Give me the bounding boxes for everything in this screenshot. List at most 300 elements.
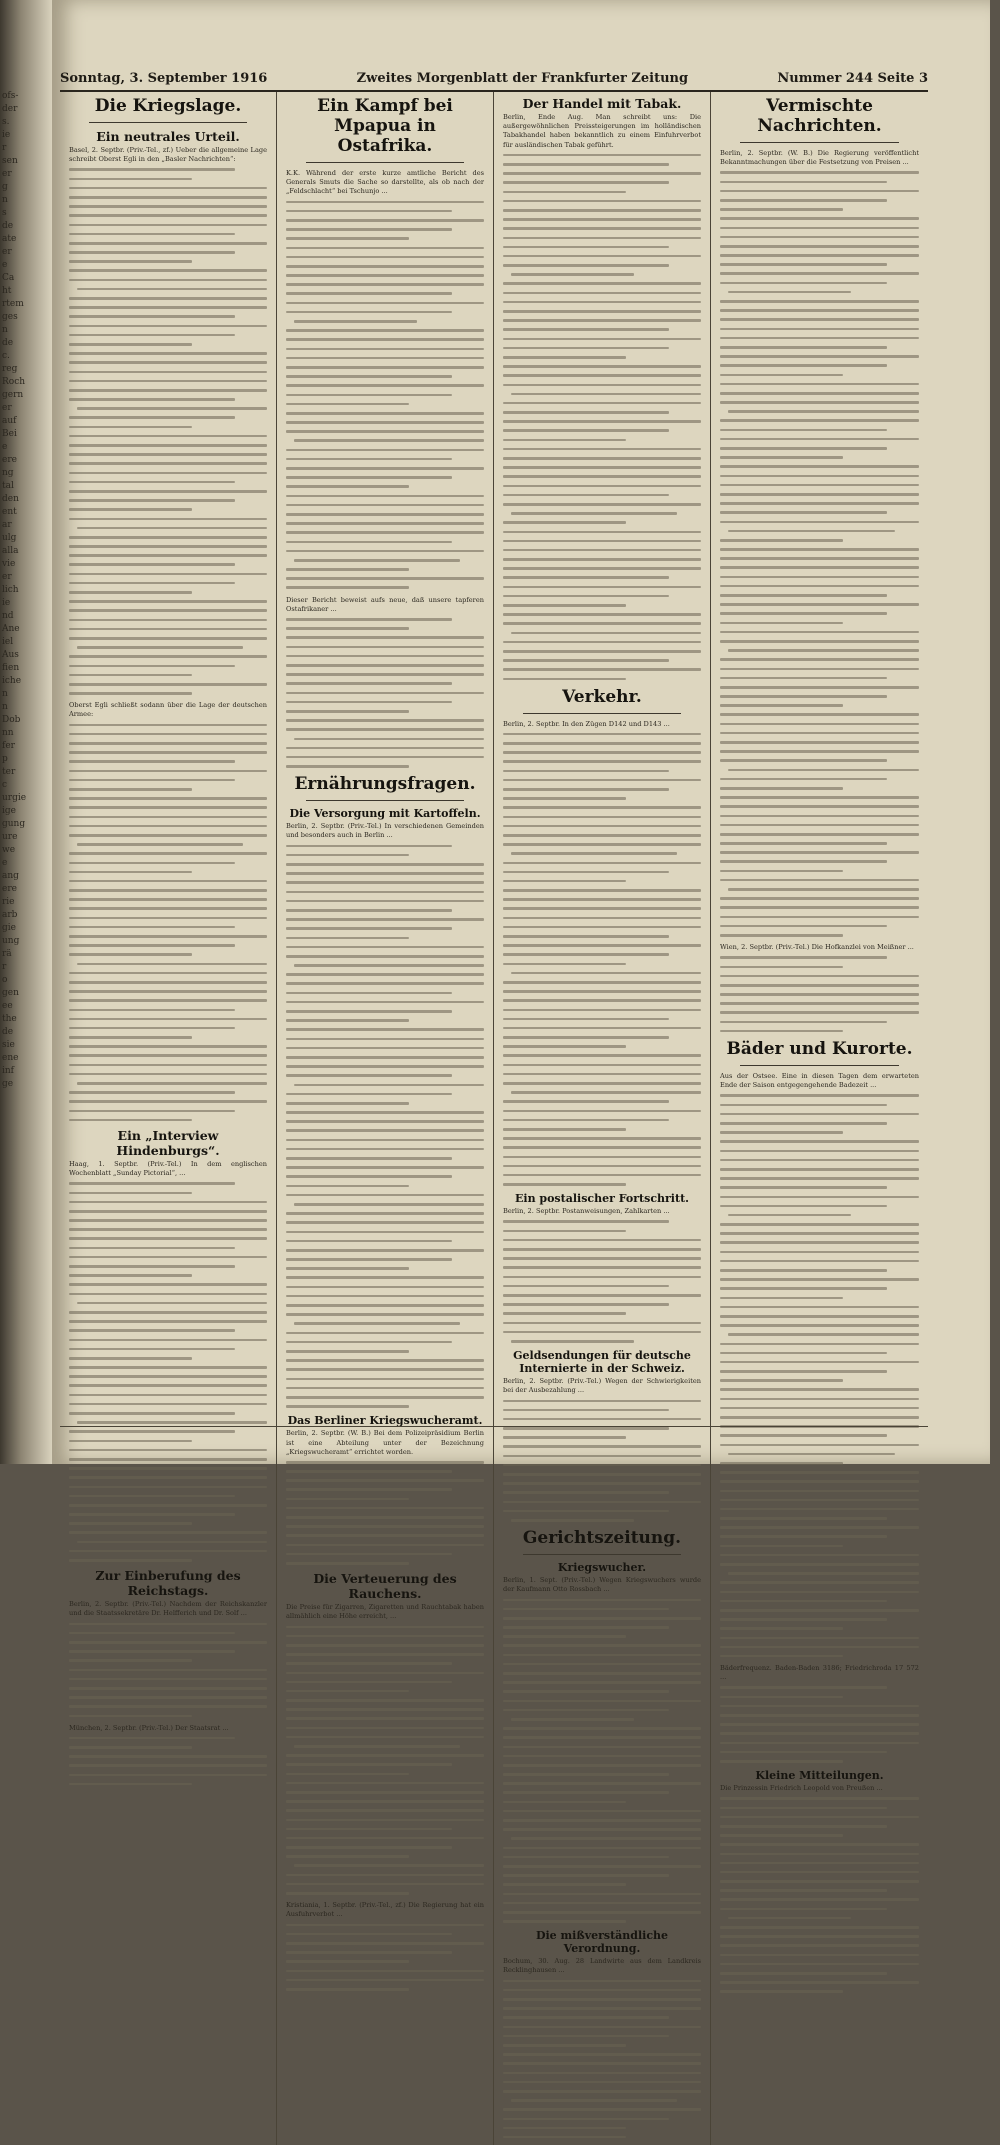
- text-line: [286, 1047, 484, 1050]
- text-line: [286, 701, 452, 704]
- text-line: [69, 1384, 267, 1387]
- text-line: [286, 1359, 484, 1362]
- text-line: [720, 1732, 919, 1735]
- text-line: [720, 346, 887, 349]
- headline: Gerichtszeitung.: [522, 1528, 682, 1549]
- text-line: [69, 178, 192, 181]
- text-line: [503, 1165, 701, 1168]
- text-line: [69, 499, 235, 502]
- text-line: [69, 1054, 267, 1057]
- headline: Bäder und Kurorte.: [726, 1039, 913, 1060]
- text-line: [503, 1911, 701, 1914]
- column-4: [711, 92, 928, 2145]
- text-line: [503, 420, 701, 423]
- text-line: [286, 586, 409, 589]
- text-line: [286, 1690, 409, 1693]
- text-line: [503, 1746, 701, 1749]
- text-line: [503, 540, 701, 543]
- text-line: [69, 609, 267, 612]
- column-2: [277, 92, 494, 2145]
- text-line: [69, 573, 267, 576]
- text-line: [720, 612, 887, 615]
- text-line: [286, 375, 452, 378]
- text-line: [69, 990, 267, 993]
- text-line: [503, 788, 669, 791]
- headline: Die Verteuerung des Rauchens.: [313, 1571, 457, 1602]
- text-line: [503, 1119, 669, 1122]
- article-body-text: [503, 1220, 701, 1342]
- text-line: [503, 825, 701, 828]
- text-line: [286, 1286, 484, 1289]
- text-line: [720, 1140, 919, 1143]
- text-line: [286, 550, 484, 553]
- text-line: [503, 549, 701, 552]
- text-line: [69, 591, 192, 594]
- article-lead: Berlin, 2. Septbr. Postanweisungen, Zahlkarten ...: [503, 1207, 670, 1216]
- text-line: [503, 200, 701, 203]
- masthead: [60, 60, 928, 92]
- text-line: [720, 1434, 887, 1437]
- text-line: [720, 1696, 843, 1699]
- text-line: [720, 1278, 919, 1281]
- text-line: [720, 984, 919, 987]
- text-line: [286, 845, 452, 848]
- text-line: [503, 1331, 701, 1334]
- text-line: [511, 632, 701, 635]
- text-line: [286, 1148, 484, 1151]
- text-line: [503, 1128, 626, 1131]
- text-line: [69, 398, 235, 401]
- text-line: [294, 1322, 460, 1325]
- text-line: [286, 1498, 409, 1501]
- article-body-text: [503, 1599, 701, 1923]
- text-line: [720, 686, 919, 689]
- text-line: [720, 364, 887, 367]
- text-line: [720, 1030, 843, 1033]
- text-line: [77, 1541, 267, 1544]
- text-line: [511, 1519, 634, 1522]
- text-line: [503, 935, 669, 938]
- text-line: [69, 260, 192, 263]
- text-line: [503, 1644, 701, 1647]
- text-line: [69, 1045, 267, 1048]
- article-columns: [60, 92, 928, 1975]
- text-line: [69, 205, 267, 208]
- text-line: [503, 356, 626, 359]
- text-line: [286, 1313, 484, 1316]
- text-line: [69, 760, 235, 763]
- text-line: [286, 719, 484, 722]
- text-line: [286, 577, 484, 580]
- text-line: [286, 1933, 452, 1936]
- text-line: [720, 1862, 919, 1865]
- text-line: [720, 815, 919, 818]
- text-line: [503, 2090, 701, 2093]
- text-line: [503, 475, 701, 478]
- text-line: [69, 472, 267, 475]
- text-line: [503, 1828, 701, 1831]
- text-line: [286, 891, 484, 894]
- text-line: [286, 283, 484, 286]
- text-line: [286, 955, 484, 958]
- text-line: [503, 1230, 626, 1233]
- text-line: [286, 1010, 452, 1013]
- text-line: [69, 1669, 267, 1672]
- text-line: [69, 1366, 267, 1369]
- text-line: [503, 494, 669, 497]
- text-line: [69, 972, 267, 975]
- text-line: [720, 1094, 919, 1097]
- text-line: [69, 435, 267, 438]
- text-line: [286, 1874, 484, 1877]
- article-body-text: [69, 1623, 267, 1717]
- text-line: [720, 419, 919, 422]
- text-line: [69, 797, 267, 800]
- text-line: [503, 1054, 701, 1057]
- text-line: [503, 457, 701, 460]
- article-lead: Berlin, 2. Septbr. (Priv.-Tel.) Nachdem der Reichskanzler und die Staatssekretäre Dr. Helfferich und Dr. Solf ...: [69, 1600, 267, 1618]
- text-line: [286, 458, 452, 461]
- text-line: [720, 1113, 919, 1116]
- text-line: [511, 393, 701, 396]
- text-line: [503, 1501, 701, 1504]
- text-line: [286, 228, 452, 231]
- text-line: [503, 1791, 669, 1794]
- text-line: [720, 401, 919, 404]
- text-line: [69, 1064, 267, 1067]
- text-line: [503, 246, 669, 249]
- text-line: [69, 1182, 235, 1185]
- text-line: [286, 1368, 484, 1371]
- headline: Das Berliner Kriegswucheramt.: [287, 1414, 483, 1428]
- text-line: [69, 1440, 192, 1443]
- text-line: [286, 1507, 484, 1510]
- text-line: [286, 1773, 409, 1776]
- text-line: [503, 411, 669, 414]
- text-line: [286, 655, 484, 658]
- text-line: [286, 1942, 484, 1945]
- text-line: [286, 292, 452, 295]
- text-line: [720, 465, 919, 468]
- text-line: [503, 1436, 626, 1439]
- text-line: [286, 1175, 452, 1178]
- text-line: [77, 1082, 267, 1085]
- text-line: [69, 1348, 235, 1351]
- text-line: [503, 466, 701, 469]
- text-line: [69, 481, 235, 484]
- text-line: [503, 154, 701, 157]
- text-line: [286, 1979, 484, 1982]
- text-line: [286, 1553, 452, 1556]
- text-line: [503, 1400, 701, 1403]
- text-line: [503, 668, 701, 671]
- text-line: [511, 1340, 634, 1343]
- text-line: [503, 1727, 701, 1730]
- text-line: [511, 852, 677, 855]
- text-line: [503, 2016, 669, 2019]
- text-line: [503, 1257, 701, 1260]
- text-line: [720, 1627, 843, 1630]
- text-line: [503, 384, 701, 387]
- text-line: [720, 1723, 919, 1726]
- text-line: [77, 843, 243, 846]
- headline: Zur Einberufung des Reichstags.: [95, 1568, 241, 1599]
- text-line: [503, 1755, 701, 1758]
- article-body-text: [286, 201, 484, 589]
- column-1: [60, 92, 277, 2145]
- text-line: [720, 1370, 887, 1373]
- text-line: [77, 407, 267, 410]
- article-lead: Berlin, Ende Aug. Man schreibt uns: Die außergewöhnlichen Preissteigerungen im holländischen Tabakhandel haben bekanntlich zu einem Einfuhrverbot für ausländischen Tabak geführt.: [503, 113, 701, 149]
- text-line: [69, 733, 267, 736]
- text-line: [720, 1021, 887, 1024]
- text-line: [286, 1038, 484, 1041]
- text-line: [503, 338, 701, 341]
- text-line: [286, 1267, 409, 1270]
- text-line: [69, 1495, 235, 1498]
- text-line: [503, 981, 701, 984]
- text-line: [503, 1491, 669, 1494]
- text-line: [69, 834, 267, 837]
- text-line: [69, 619, 267, 622]
- text-line: [720, 1324, 919, 1327]
- article-lead: München, 2. Septbr. (Priv.-Tel.) Der Staatsrat ...: [69, 1723, 229, 1732]
- text-line: [503, 806, 701, 809]
- text-line: [503, 1322, 701, 1325]
- text-line: [286, 265, 484, 268]
- text-line: [720, 484, 919, 487]
- text-line: [720, 934, 843, 937]
- text-line: [503, 2062, 701, 2065]
- text-line: [294, 1864, 484, 1867]
- article-body-text: [69, 168, 267, 694]
- text-line: [69, 1504, 267, 1507]
- text-line: [286, 201, 484, 204]
- text-line: [503, 1883, 626, 1886]
- text-line: [286, 1405, 409, 1408]
- text-line: [503, 1464, 701, 1467]
- text-line: [286, 1240, 452, 1243]
- text-line: [286, 863, 484, 866]
- text-line: [720, 1388, 919, 1391]
- text-line: [286, 1488, 452, 1491]
- text-line: [511, 273, 634, 276]
- text-line: [503, 264, 669, 267]
- text-line: [286, 881, 484, 884]
- text-line: [69, 1783, 192, 1786]
- text-line: [728, 410, 919, 413]
- text-line: [286, 1846, 452, 1849]
- text-line: [503, 163, 669, 166]
- text-line: [286, 421, 484, 424]
- text-line: [720, 713, 919, 716]
- text-line: [69, 770, 267, 773]
- text-line: [69, 981, 267, 984]
- text-line: [720, 1232, 919, 1235]
- text-line: [286, 1828, 452, 1831]
- text-line: [503, 622, 701, 625]
- text-line: [69, 1486, 267, 1489]
- article-lead: Berlin, 2. Septbr. (W. B.) Bei dem Polizeipräsidium Berlin ist eine Abteilung unter der Bezeichnung „Kriegswucheramt“ errichtet worden.: [286, 1429, 484, 1456]
- text-line: [286, 531, 484, 534]
- text-line: [720, 1122, 887, 1125]
- text-line: [294, 559, 460, 562]
- text-line: [69, 416, 235, 419]
- text-line: [69, 490, 267, 493]
- text-line: [720, 1981, 919, 1984]
- text-line: [69, 1764, 267, 1767]
- text-line: [503, 889, 701, 892]
- text-line: [503, 1156, 701, 1159]
- text-line: [503, 871, 669, 874]
- text-line: [720, 1352, 887, 1355]
- text-line: [286, 646, 484, 649]
- text-line: [720, 355, 919, 358]
- article-body-text: [720, 1686, 919, 1762]
- text-line: [69, 343, 192, 346]
- text-line: [503, 733, 701, 736]
- text-line: [286, 329, 484, 332]
- text-line: [720, 1600, 887, 1603]
- text-line: [69, 1430, 235, 1433]
- text-line: [720, 860, 887, 863]
- text-line: [720, 548, 919, 551]
- text-line: [503, 1980, 701, 1983]
- text-line: [286, 1644, 484, 1647]
- text-line: [286, 1378, 484, 1381]
- text-line: [720, 1407, 919, 1410]
- text-line: [503, 2072, 701, 2075]
- text-line: [69, 1394, 267, 1397]
- text-line: [720, 1490, 919, 1493]
- text-line: [286, 1708, 484, 1711]
- text-line: [720, 879, 919, 882]
- text-line: [503, 218, 701, 221]
- text-line: [77, 288, 267, 291]
- text-line: [720, 438, 919, 441]
- text-line: [286, 927, 452, 930]
- text-line: [69, 1329, 235, 1332]
- article-lead: Dieser Bericht beweist aufs neue, daß unsere tapferen Ostafrikaner ...: [286, 595, 484, 613]
- text-line: [69, 1531, 267, 1534]
- text-line: [77, 646, 243, 649]
- text-line: [286, 1681, 452, 1684]
- text-line: [503, 1819, 701, 1822]
- text-line: [69, 325, 267, 328]
- text-line: [720, 1260, 919, 1263]
- text-line: [503, 402, 701, 405]
- text-line: [720, 1816, 919, 1819]
- text-line: [503, 2081, 701, 2084]
- page-bottom-rule: [60, 1426, 928, 1428]
- text-line: [69, 1746, 192, 1749]
- headline: Ein Kampf bei Mpapua in Ostafrika.: [317, 96, 453, 156]
- text-line: [720, 374, 843, 377]
- text-line: [720, 1935, 919, 1938]
- text-line: [503, 1312, 626, 1315]
- text-line: [503, 531, 701, 534]
- text-line: [69, 1513, 235, 1516]
- text-line: [720, 897, 919, 900]
- text-line: [286, 348, 484, 351]
- text-line: [503, 779, 701, 782]
- text-line: [503, 760, 701, 763]
- text-line: [286, 937, 409, 940]
- text-line: [69, 751, 267, 754]
- text-line: [720, 557, 919, 560]
- text-line: [503, 365, 701, 368]
- text-line: [286, 1883, 484, 1886]
- text-line: [286, 710, 409, 713]
- text-line: [720, 1508, 919, 1511]
- text-line: [720, 475, 919, 478]
- text-line: [69, 582, 235, 585]
- headline-rule: [740, 1065, 899, 1066]
- text-line: [503, 1736, 701, 1739]
- text-line: [503, 1174, 701, 1177]
- text-line: [720, 1104, 887, 1107]
- text-line: [503, 1989, 701, 1992]
- text-line: [69, 1201, 267, 1204]
- text-line: [503, 1874, 669, 1877]
- article-body-text: [503, 1400, 701, 1522]
- text-line: [69, 1210, 267, 1213]
- text-line: [503, 1635, 626, 1638]
- text-line: [720, 1361, 919, 1364]
- text-line: [720, 732, 919, 735]
- text-line: [286, 522, 484, 525]
- text-line: [286, 1699, 484, 1702]
- text-line: [720, 1751, 887, 1754]
- text-line: [69, 1100, 267, 1103]
- text-line: [720, 1196, 919, 1199]
- text-line: [720, 300, 919, 303]
- text-line: [286, 872, 484, 875]
- text-line: [720, 493, 919, 496]
- text-line: [286, 1717, 484, 1720]
- text-line: [720, 511, 887, 514]
- text-line: [69, 917, 267, 920]
- text-line: [720, 1760, 843, 1763]
- text-line: [720, 447, 887, 450]
- text-line: [503, 1220, 669, 1223]
- text-line: [503, 172, 701, 175]
- text-line: [503, 1482, 701, 1485]
- text-line: [720, 1205, 887, 1208]
- text-line: [286, 1461, 484, 1464]
- text-line: [720, 1742, 919, 1745]
- text-line: [503, 576, 669, 579]
- text-line: [720, 925, 887, 928]
- text-line: [720, 603, 919, 606]
- text-line: [720, 181, 887, 184]
- article-body-text: [69, 1182, 267, 1561]
- text-line: [286, 1672, 484, 1675]
- text-line: [720, 1618, 887, 1621]
- text-line: [503, 1764, 701, 1767]
- text-line: [286, 618, 452, 621]
- text-line: [286, 449, 484, 452]
- text-line: [728, 1917, 851, 1920]
- article-lead: Oberst Egli schließt sodann über die Lage der deutschen Armee:: [69, 701, 267, 719]
- text-line: [503, 1700, 701, 1703]
- text-line: [720, 778, 887, 781]
- text-line: [69, 1009, 235, 1012]
- text-line: [720, 1526, 919, 1529]
- masthead-page-number: Nummer 244 Seite 3: [777, 71, 928, 86]
- text-line: [286, 1800, 484, 1803]
- text-line: [720, 1581, 919, 1584]
